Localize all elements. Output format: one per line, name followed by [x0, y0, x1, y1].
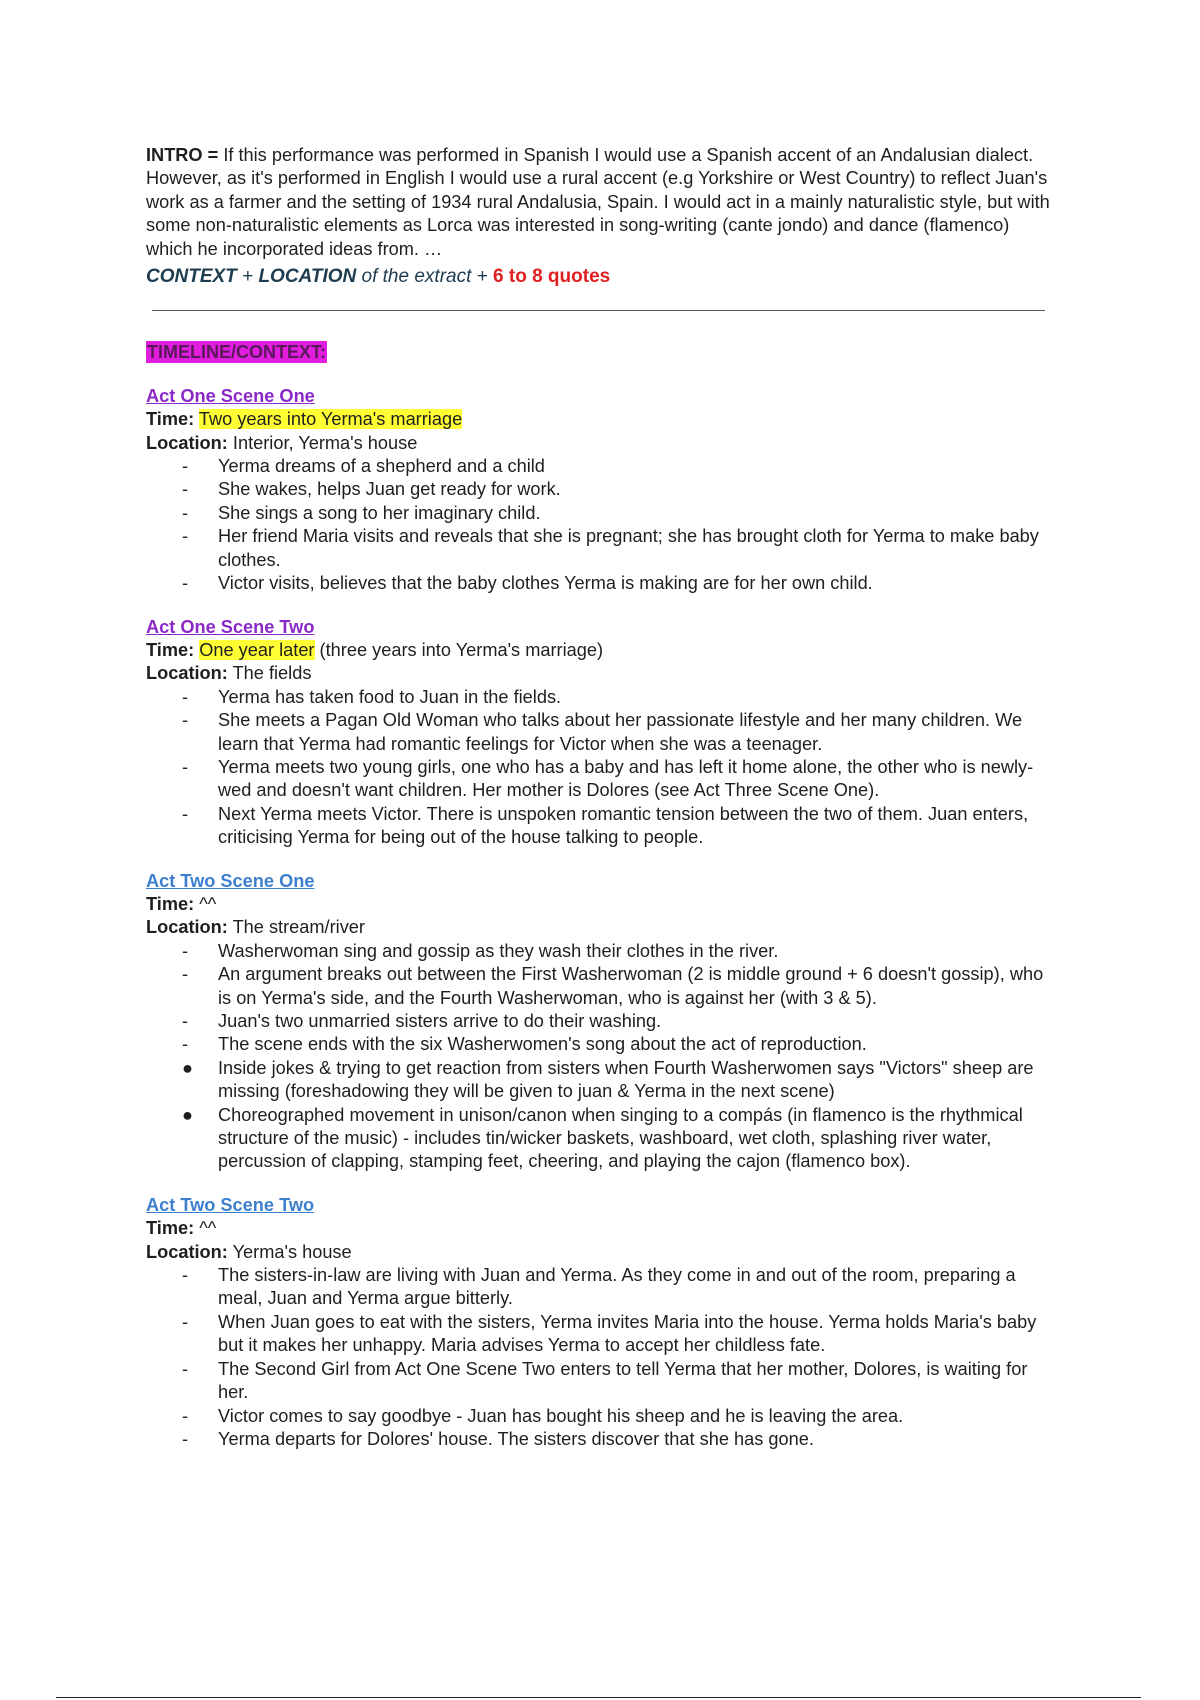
- event-list: [146, 940, 1051, 1174]
- bullet-item: [146, 1057, 1051, 1104]
- location-value: The fields: [227, 663, 312, 684]
- location-label: Location:: [146, 663, 228, 684]
- list-item: - She sings a song to her imaginary child.: [182, 502, 541, 523]
- time-row: [146, 639, 1051, 662]
- list-item: - Yerma has taken food to Juan in the fields.: [182, 686, 562, 707]
- context-plus: +: [236, 266, 259, 288]
- timeline-heading: TIMELINE/CONTEXT:: [147, 342, 326, 363]
- scene-heading-link[interactable]: Act One Scene One: [146, 385, 315, 406]
- list-item: - She wakes, helps Juan get ready for work.: [182, 479, 561, 500]
- list-item-text: She wakes, helps Juan get ready for work.: [218, 479, 561, 500]
- list-item: - Next Yerma meets Victor. There is unspoken romantic tension between the two of them. Juan enters, criticising Yerma for being out of the house talking to people.: [182, 803, 1029, 848]
- list-item-text: She sings a song to her imaginary child.: [218, 502, 541, 523]
- list-item-text: The Second Girl from Act One Scene Two enters to tell Yerma that her mother, Dolores, is waiting for her.: [218, 1358, 1028, 1403]
- time-highlight: One year later: [199, 639, 315, 660]
- list-item-text: Juan's two unmarried sisters arrive to do their washing.: [218, 1011, 662, 1031]
- list-item: - She meets a Pagan Old Woman who talks about her passionate lifestyle and her many children. We learn that Yerma had romantic feelings for Victor when she was a teenager.: [182, 710, 1023, 754]
- list-item: - The Second Girl from Act One Scene Two enters to tell Yerma that her mother, Dolores, is waiting for her.: [182, 1358, 1028, 1403]
- list-item-text: Victor comes to say goodbye - Juan has bought his sheep and he is leaving the area.: [218, 1405, 904, 1426]
- list-item: - Juan's two unmarried sisters arrive to do their washing.: [182, 1011, 662, 1031]
- list-item-text: The scene ends with the six Washerwomen's song about the act of reproduction.: [218, 1034, 867, 1055]
- document-page: [146, 144, 1051, 1451]
- list-item: - Washerwoman sing and gossip as they wash their clothes in the river.: [182, 940, 779, 961]
- bullet-icon: ●: [182, 1104, 193, 1125]
- time-label: Time:: [146, 639, 195, 660]
- time-row: [146, 893, 1051, 916]
- bullet-item-text: Choreographed movement in unison/canon when singing to a compás (in flamenco is the rhythmical structure of the music) - includes tin/wicker baskets, washboard, wet cloth, splashing river water, percussion of clapping, stamping feet, cheering, and playing the cajon (flamenco box).: [218, 1104, 1023, 1172]
- context-word: CONTEXT: [146, 266, 237, 288]
- time-label: Time:: [146, 409, 195, 430]
- list-item: - The scene ends with the six Washerwomen's song about the act of reproduction.: [182, 1034, 867, 1055]
- list-item-text: An argument breaks out between the First Washerwoman (2 is middle ground + 6 doesn't gossip), who is on Yerma's side, and the Fourth Washerwoman, who is against her (with 3 & 5).: [218, 964, 1044, 1008]
- scene-section: [146, 385, 1051, 596]
- time-row: [146, 1217, 1051, 1240]
- time-label: Time:: [146, 893, 195, 914]
- scene-section: [146, 616, 1051, 850]
- time-highlight: Two years into Yerma's marriage: [198, 409, 463, 430]
- time-row: [146, 408, 1051, 431]
- bullet-icon: ●: [182, 1057, 193, 1078]
- location-row: [146, 1241, 1051, 1264]
- list-item-text: Yerma has taken food to Juan in the fields.: [218, 686, 562, 707]
- location-value: The stream/river: [227, 917, 365, 938]
- list-item: - An argument breaks out between the First Washerwoman (2 is middle ground + 6 doesn't gossip), who is on Yerma's side, and the Fourth Washerwoman, who is against her (with 3 & 5).: [182, 964, 1044, 1008]
- bullet-item: [146, 1104, 1051, 1174]
- page-bottom-divider: [56, 1697, 1141, 1698]
- intro-paragraph: [146, 144, 1051, 261]
- scene-heading-link[interactable]: Act One Scene Two: [146, 616, 315, 637]
- scene-section: [146, 1194, 1051, 1451]
- list-item-text: Her friend Maria visits and reveals that she is pregnant; she has brought cloth for Yerma to make baby clothes.: [218, 526, 1039, 570]
- location-row: [146, 916, 1051, 939]
- location-label: Location:: [146, 1241, 228, 1262]
- time-label: Time:: [146, 1218, 195, 1239]
- list-item-text: She meets a Pagan Old Woman who talks about her passionate lifestyle and her many children. We learn that Yerma had romantic feelings for Victor when she was a teenager.: [218, 710, 1023, 754]
- list-item: - Her friend Maria visits and reveals that she is pregnant; she has brought cloth for Yerma to make baby clothes.: [182, 526, 1039, 570]
- list-item-text: Next Yerma meets Victor. There is unspoken romantic tension between the two of them. Juan enters, criticising Yerma for being out of the house talking to people.: [218, 803, 1029, 848]
- list-item-text: Victor visits, believes that the baby clothes Yerma is making are for her own child.: [218, 573, 873, 594]
- list-item-text: Washerwoman sing and gossip as they wash their clothes in the river.: [218, 940, 779, 961]
- list-item-text: The sisters-in-law are living with Juan and Yerma. As they come in and out of the room, preparing a meal, Juan and Yerma argue bitterly.: [218, 1265, 1016, 1309]
- scene-section: [146, 870, 1051, 1174]
- location-row: [146, 662, 1051, 685]
- list-item: - Victor comes to say goodbye - Juan has bought his sheep and he is leaving the area.: [182, 1405, 904, 1426]
- event-list: [146, 1264, 1051, 1451]
- time-rest: (three years into Yerma's marriage): [314, 639, 604, 660]
- context-line: [146, 265, 1051, 288]
- scene-heading-link[interactable]: Act Two Scene One: [146, 870, 315, 891]
- location-label: Location:: [146, 917, 228, 938]
- location-row: [146, 432, 1051, 455]
- list-item: - Yerma departs for Dolores' house. The sisters discover that she has gone.: [182, 1428, 814, 1449]
- event-list: [146, 455, 1051, 595]
- intro-text: If this performance was performed in Spanish I would use a Spanish accent of an Andalusian dialect. However, as it's performed in English I would use a rural accent (e.g Yorkshire or West Country) to reflect Juan's work as a farmer and the setting of 1934 rural Andalusia, Spain. I would act in a mainly naturalistic style, but with some non-naturalistic elements as Lorca was interested in song-writing (cante jondo) and dance (flamenco) which he incorporated ideas from. …: [146, 145, 1050, 259]
- time-rest: ^^: [194, 1218, 217, 1239]
- time-rest: ^^: [194, 893, 217, 914]
- context-mid: of the extract +: [356, 266, 494, 288]
- location-word: LOCATION: [258, 266, 357, 288]
- location-value: Interior, Yerma's house: [227, 432, 418, 453]
- event-list: [146, 686, 1051, 850]
- list-item-text: When Juan goes to eat with the sisters, Yerma invites Maria into the house. Yerma holds Maria's baby but it makes her unhappy. Maria advises Yerma to accept her childless fate.: [218, 1311, 1037, 1356]
- scene-heading-link[interactable]: Act Two Scene Two: [146, 1194, 315, 1215]
- list-item: - When Juan goes to eat with the sisters, Yerma invites Maria into the house. Yerma holds Maria's baby but it makes her unhappy. Maria advises Yerma to accept her childless fate.: [182, 1311, 1037, 1356]
- list-item-text: Yerma dreams of a shepherd and a child: [218, 456, 545, 477]
- location-label: Location:: [146, 432, 228, 453]
- list-item-text: Yerma departs for Dolores' house. The sisters discover that she has gone.: [218, 1428, 814, 1449]
- list-item: - Yerma meets two young girls, one who has a baby and has left it home alone, the other who is newly-wed and doesn't want children. Her mother is Dolores (see Act Three Scene One).: [182, 756, 1034, 801]
- list-item: - The sisters-in-law are living with Juan and Yerma. As they come in and out of the room, preparing a meal, Juan and Yerma argue bitterly.: [182, 1265, 1016, 1309]
- quotes-note: 6 to 8 quotes: [493, 266, 611, 288]
- intro-label: INTRO =: [146, 145, 219, 165]
- list-item: - Victor visits, believes that the baby clothes Yerma is making are for her own child.: [182, 573, 873, 594]
- location-value: Yerma's house: [227, 1241, 352, 1262]
- list-item: - Yerma dreams of a shepherd and a child: [182, 456, 545, 477]
- list-item-text: Yerma meets two young girls, one who has a baby and has left it home alone, the other who is newly-wed and doesn't want children. Her mother is Dolores (see Act Three Scene One).: [218, 756, 1034, 801]
- bullet-item-text: Inside jokes & trying to get reaction from sisters when Fourth Washerwomen says "Victors" sheep are missing (foreshadowing they will be given to juan & Yerma in the next scene): [218, 1057, 1034, 1102]
